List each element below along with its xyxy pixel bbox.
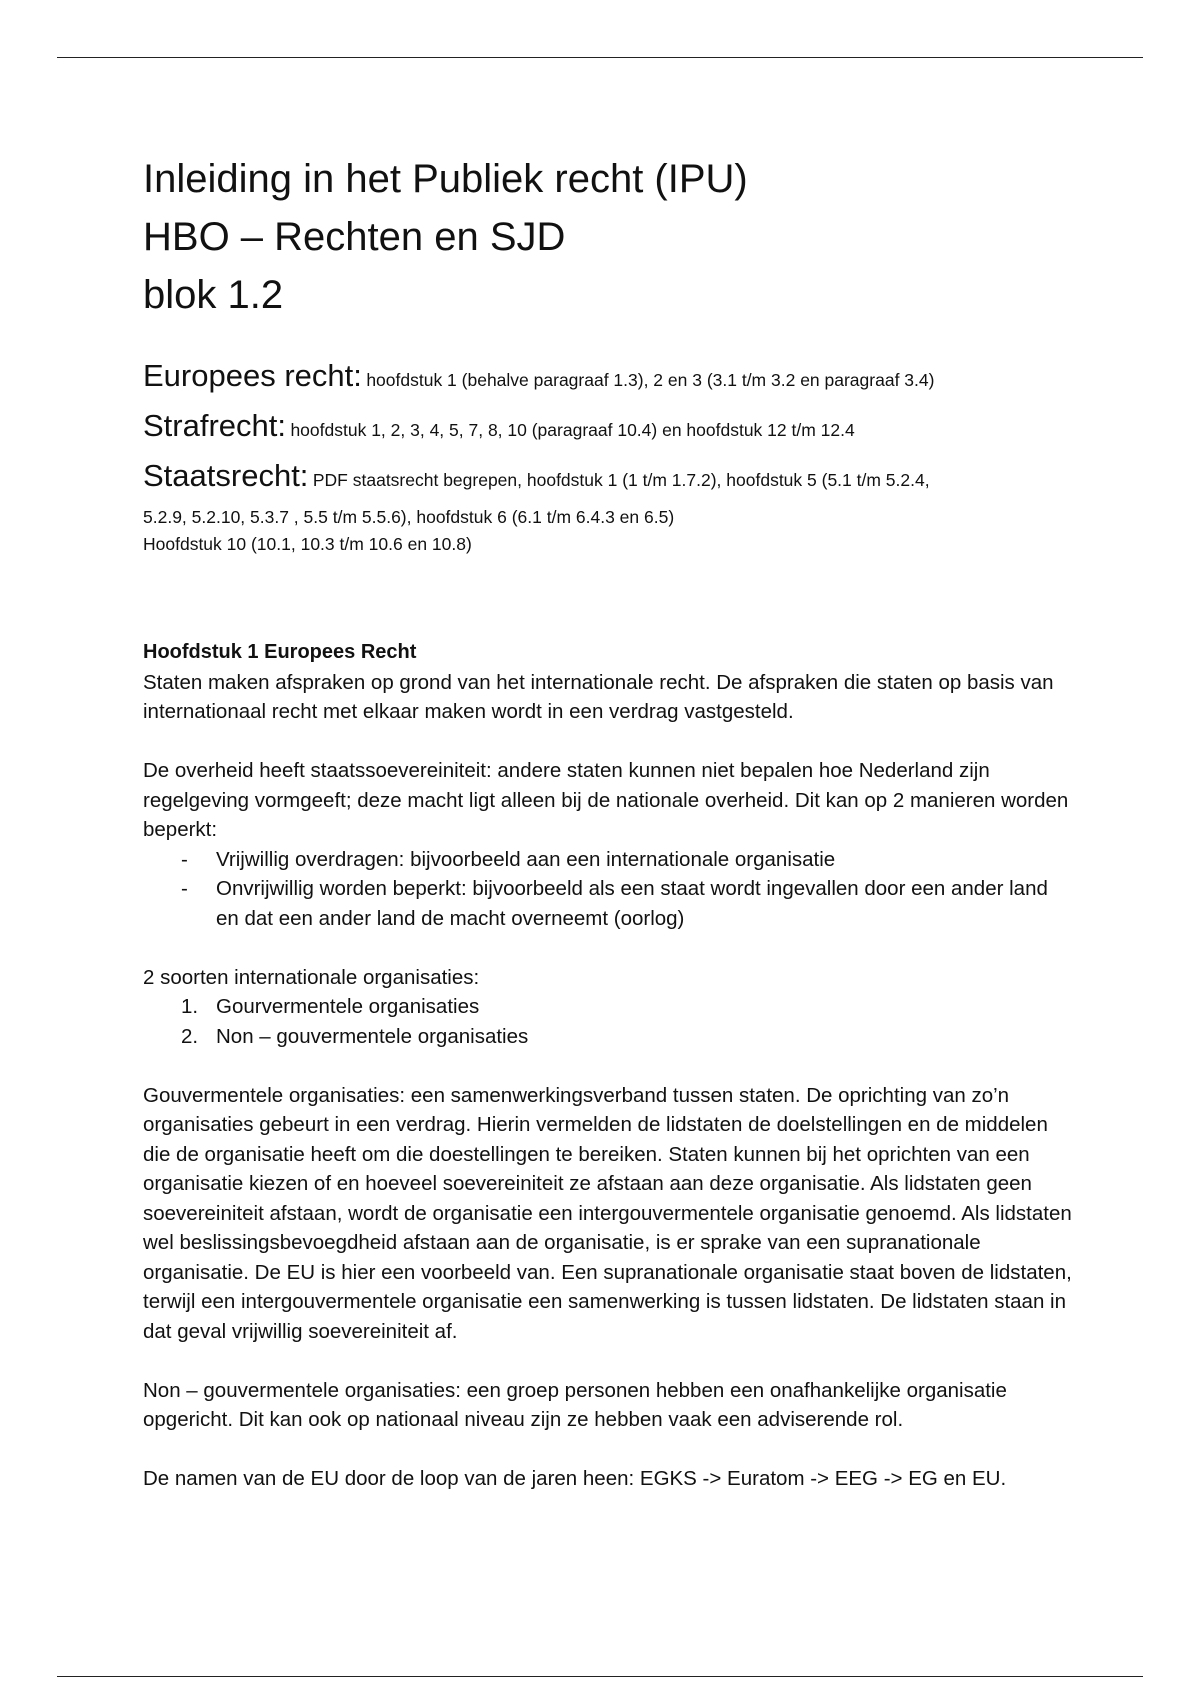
scope-text-straf: hoofdstuk 1, 2, 3, 4, 5, 7, 8, 10 (paragraaf 10.4) en hoofdstuk 12 t/m 12.4 bbox=[290, 420, 855, 440]
paragraph-sovereignty: De overheid heeft staatssoevereiniteit: andere staten kunnen niet bepalen hoe Nederland zijn regelgeving vormgeeft; deze macht ligt alleen bij de nationale overheid. Dit kan op 2 manieren worden beperkt: bbox=[143, 759, 1069, 841]
list-item bbox=[143, 1022, 1073, 1052]
list-item-text: Onvrijwillig worden beperkt: bijvoorbeeld als een staat wordt ingevallen door een ander land en dat een ander land de macht overneemt (oorlog) bbox=[216, 877, 1048, 930]
title-line-course: Inleiding in het Publiek recht (IPU) bbox=[143, 157, 748, 201]
chapter-heading: Hoofdstuk 1 Europees Recht bbox=[143, 641, 417, 663]
paragraph-eu-names: De namen van de EU door de loop van de jaren heen: EGKS -> Euratom -> EEG -> EG en EU. bbox=[143, 1467, 1007, 1490]
list-item bbox=[143, 874, 1073, 933]
paragraph-spacer bbox=[143, 1435, 1073, 1465]
scope-staats-continuation: 5.2.9, 5.2.10, 5.3.7 , 5.5 t/m 5.5.6), hoofdstuk 6 (6.1 t/m 6.4.3 en 6.5) bbox=[143, 507, 675, 527]
list-number: 1. bbox=[181, 995, 199, 1018]
scope-europees bbox=[143, 354, 1073, 404]
header-rule bbox=[57, 57, 1143, 58]
paragraph-spacer bbox=[143, 727, 1073, 757]
paragraph-org-types: 2 soorten internationale organisaties: bbox=[143, 965, 480, 989]
list-item bbox=[143, 992, 1073, 1022]
paragraph-treaties: Staten maken afspraken op grond van het internationale recht. De afspraken die staten op basis van internationaal recht met elkaar maken wordt in een verdrag vastgesteld. bbox=[143, 670, 1054, 723]
paragraph-governmental: Gouvermentele organisaties: een samenwerkingsverband tussen staten. De oprichting van zo’n organisaties gebeurt in een verdrag. Hierin vermelden de lidstaten de doelstellingen en de middelen die de organisatie heeft om die doestellingen te bereiken. Staten kunnen bij het oprichten van een organisatie kiezen of en hoeveel soevereiniteit ze afstaan aan deze organisatie. Als lidstaten geen soevereiniteit afstaan, wordt de organisatie een intergouvermentele organisatie genoemd. Als lidstaten wel beslissingsbevoegdheid afstaan aan de organisatie, is er sprake van een supranationale organisatie. De EU is hier een voorbeeld van. Een supranationale organisatie staat boven de lidstaten, terwijl een intergouvermentele organisatie een samenwerking is tussen lidstaten. De lidstaten staan in dat geval vrijwillig soevereiniteit af. bbox=[143, 1083, 1072, 1343]
list-number: 2. bbox=[181, 1024, 199, 1048]
list-item-text: Non – gouvermentele organisaties bbox=[216, 1024, 529, 1048]
exam-scope bbox=[143, 354, 1073, 558]
list-item-text: Gourvermentele organisaties bbox=[216, 995, 480, 1018]
scope-staats-continuation: Hoofdstuk 10 (10.1, 10.3 t/m 10.6 en 10.8) bbox=[143, 534, 472, 554]
scope-label-straf: Strafrecht: bbox=[143, 408, 286, 443]
scope-label-staats: Staatsrecht: bbox=[143, 458, 309, 493]
sovereignty-limit-list bbox=[143, 845, 1073, 934]
scope-staats bbox=[143, 454, 1073, 504]
scope-text-europees: hoofdstuk 1 (behalve paragraaf 1.3), 2 en 3 (3.1 t/m 3.2 en paragraaf 3.4) bbox=[366, 370, 935, 390]
scope-label-europees: Europees recht: bbox=[143, 358, 362, 393]
title-line-program: HBO – Rechten en SJD bbox=[143, 215, 566, 259]
scope-straf bbox=[143, 404, 1073, 454]
footer-rule bbox=[57, 1676, 1143, 1677]
list-item-text: Vrijwillig overdragen: bijvoorbeeld aan een internationale organisatie bbox=[216, 847, 836, 871]
paragraph-non-governmental: Non – gouvermentele organisaties: een groep personen hebben een onafhankelijke organisatie opgericht. Dit kan ook op nationaal niveau zijn ze hebben vaak een adviserende rol. bbox=[143, 1378, 1007, 1431]
dash-marker: - bbox=[181, 877, 188, 900]
chapter-section bbox=[143, 638, 1073, 1494]
paragraph-spacer bbox=[143, 1051, 1073, 1081]
scope-text-staats: PDF staatsrecht begrepen, hoofdstuk 1 (1 t/m 1.7.2), hoofdstuk 5 (5.1 t/m 5.2.4, bbox=[312, 470, 930, 490]
paragraph-spacer bbox=[143, 933, 1073, 963]
document-title bbox=[143, 150, 1073, 324]
title-line-block: blok 1.2 bbox=[143, 273, 284, 317]
paragraph-spacer bbox=[143, 1346, 1073, 1376]
dash-marker: - bbox=[181, 847, 188, 871]
list-item bbox=[143, 845, 1073, 875]
org-types-list bbox=[143, 992, 1073, 1051]
document-body bbox=[143, 150, 1073, 1494]
